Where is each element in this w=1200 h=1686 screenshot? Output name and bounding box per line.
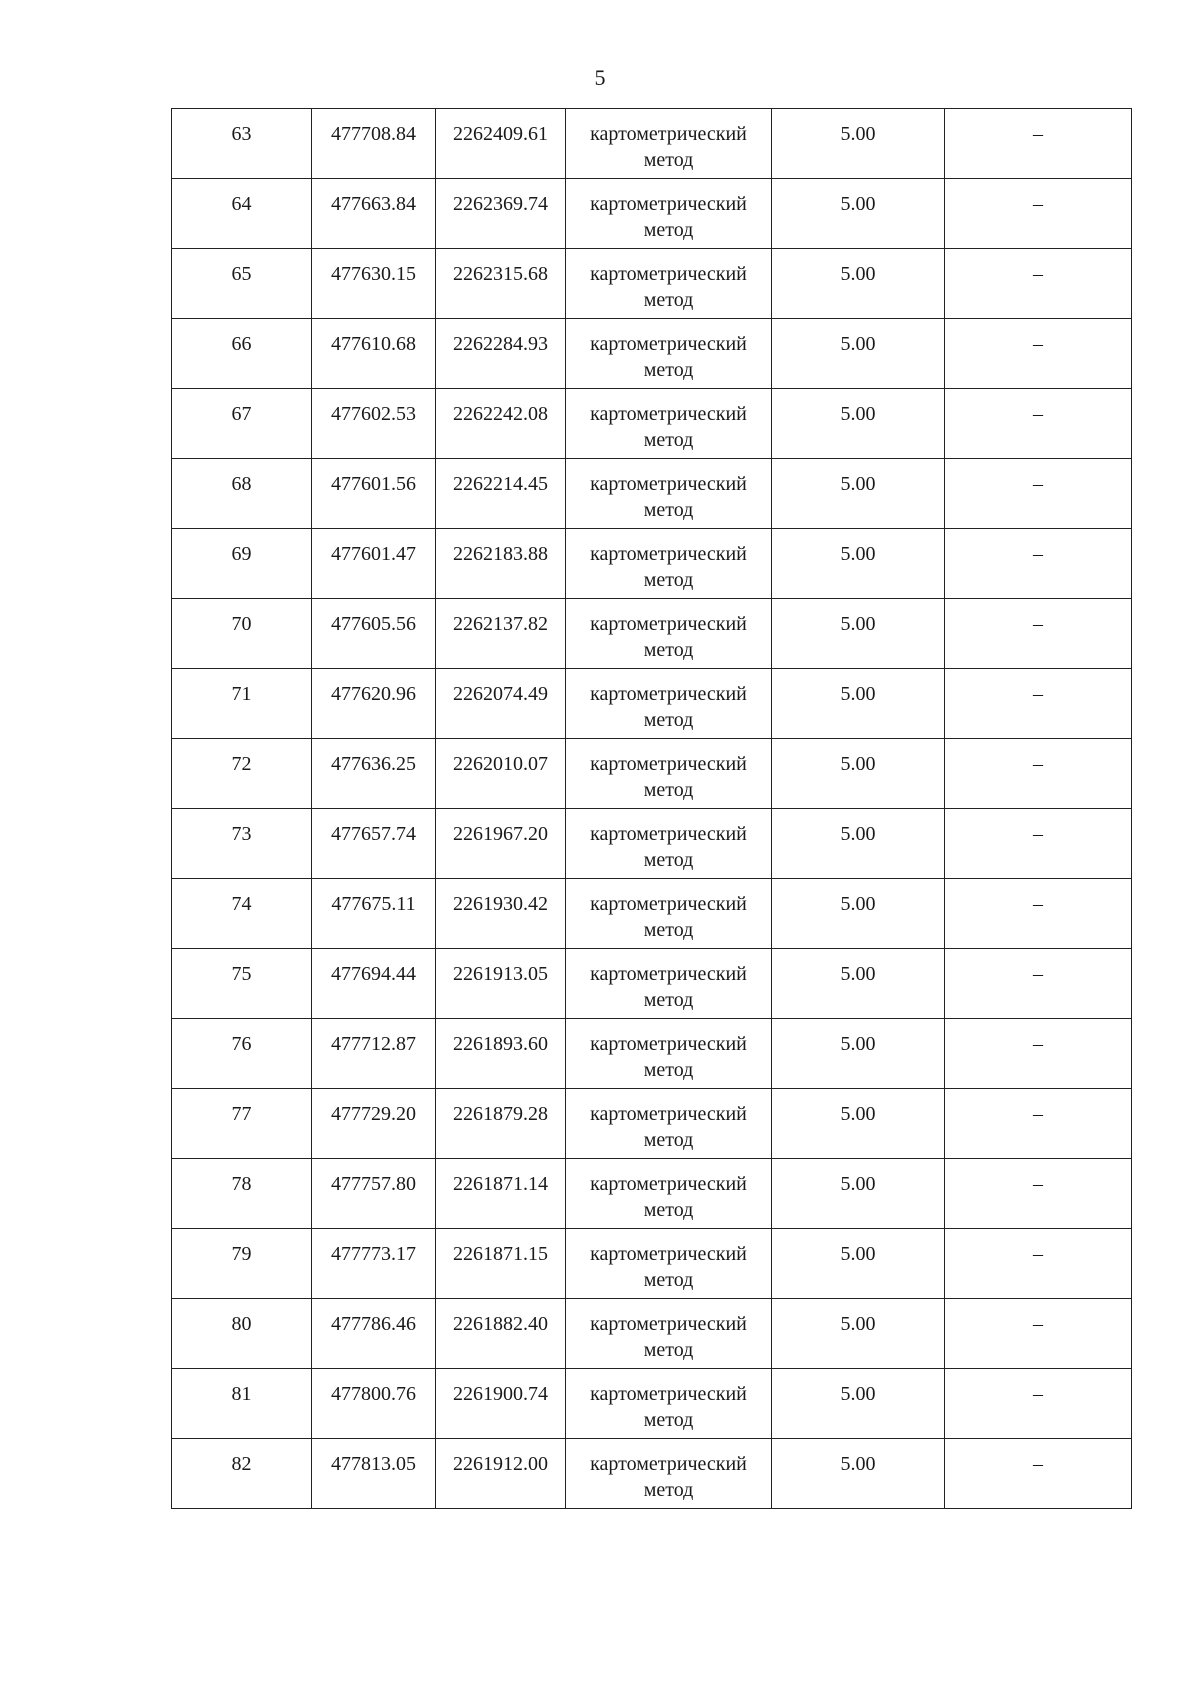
accuracy-cell: 5.00	[772, 739, 945, 809]
point-number-cell: 73	[172, 809, 312, 879]
y-coordinate-cell: 2262183.88	[436, 529, 566, 599]
note-cell: –	[945, 459, 1132, 529]
note-cell: –	[945, 739, 1132, 809]
accuracy-cell: 5.00	[772, 249, 945, 319]
point-number-cell: 68	[172, 459, 312, 529]
note-cell: –	[945, 599, 1132, 669]
accuracy-cell: 5.00	[772, 1229, 945, 1299]
method-line-1: картометрический	[590, 1103, 747, 1125]
point-number-cell: 79	[172, 1229, 312, 1299]
note-cell: –	[945, 529, 1132, 599]
method-line-2: метод	[643, 1479, 694, 1501]
table-row	[172, 389, 1132, 459]
table-row	[172, 1439, 1132, 1509]
y-coordinate-cell: 2261967.20	[436, 809, 566, 879]
method-line-2: метод	[643, 1269, 694, 1291]
accuracy-cell: 5.00	[772, 809, 945, 879]
accuracy-cell: 5.00	[772, 529, 945, 599]
note-cell: –	[945, 109, 1132, 179]
x-coordinate-cell: 477729.20	[312, 1089, 436, 1159]
y-coordinate-cell: 2261871.14	[436, 1159, 566, 1229]
point-number-cell: 64	[172, 179, 312, 249]
table-row	[172, 319, 1132, 389]
method-line-1: картометрический	[590, 1383, 747, 1405]
method-line-2: метод	[643, 919, 694, 941]
table-row	[172, 529, 1132, 599]
method-line-1: картометрический	[590, 1033, 747, 1055]
method-line-2: метод	[643, 499, 694, 521]
note-cell: –	[945, 1299, 1132, 1369]
y-coordinate-cell: 2261879.28	[436, 1089, 566, 1159]
page-number: 5	[594, 65, 606, 90]
y-coordinate-cell: 2261930.42	[436, 879, 566, 949]
table-row	[172, 1019, 1132, 1089]
method-cell	[566, 529, 772, 599]
point-number-cell: 65	[172, 249, 312, 319]
point-number-cell: 66	[172, 319, 312, 389]
accuracy-cell: 5.00	[772, 1439, 945, 1509]
method-line-2: метод	[643, 1059, 694, 1081]
method-cell	[566, 319, 772, 389]
x-coordinate-cell: 477675.11	[312, 879, 436, 949]
x-coordinate-cell: 477620.96	[312, 669, 436, 739]
note-cell: –	[945, 1439, 1132, 1509]
method-cell	[566, 1369, 772, 1439]
method-cell	[566, 459, 772, 529]
method-line-2: метод	[643, 1129, 694, 1151]
method-cell	[566, 1439, 772, 1509]
x-coordinate-cell: 477602.53	[312, 389, 436, 459]
method-line-1: картометрический	[590, 1453, 747, 1475]
method-cell	[566, 1159, 772, 1229]
point-number-cell: 77	[172, 1089, 312, 1159]
note-cell: –	[945, 1019, 1132, 1089]
x-coordinate-cell: 477601.47	[312, 529, 436, 599]
y-coordinate-cell: 2262074.49	[436, 669, 566, 739]
x-coordinate-cell: 477786.46	[312, 1299, 436, 1369]
method-line-2: метод	[643, 639, 694, 661]
coordinates-table-body	[172, 109, 1132, 1509]
method-cell	[566, 879, 772, 949]
method-cell	[566, 109, 772, 179]
y-coordinate-cell: 2262315.68	[436, 249, 566, 319]
note-cell: –	[945, 1089, 1132, 1159]
y-coordinate-cell: 2262214.45	[436, 459, 566, 529]
method-line-1: картометрический	[590, 403, 747, 425]
x-coordinate-cell: 477694.44	[312, 949, 436, 1019]
method-cell	[566, 1299, 772, 1369]
accuracy-cell: 5.00	[772, 1299, 945, 1369]
method-line-2: метод	[643, 1339, 694, 1361]
method-line-2: метод	[643, 149, 694, 171]
method-line-2: метод	[643, 1409, 694, 1431]
method-cell	[566, 389, 772, 459]
method-cell	[566, 249, 772, 319]
y-coordinate-cell: 2262284.93	[436, 319, 566, 389]
table-row	[172, 109, 1132, 179]
x-coordinate-cell: 477605.56	[312, 599, 436, 669]
method-line-1: картометрический	[590, 823, 747, 845]
note-cell: –	[945, 1159, 1132, 1229]
method-line-2: метод	[643, 989, 694, 1011]
point-number-cell: 80	[172, 1299, 312, 1369]
x-coordinate-cell: 477610.68	[312, 319, 436, 389]
method-cell	[566, 1089, 772, 1159]
accuracy-cell: 5.00	[772, 1369, 945, 1439]
table-row	[172, 809, 1132, 879]
x-coordinate-cell: 477601.56	[312, 459, 436, 529]
note-cell: –	[945, 809, 1132, 879]
y-coordinate-cell: 2261912.00	[436, 1439, 566, 1509]
method-line-1: картометрический	[590, 683, 747, 705]
y-coordinate-cell: 2261900.74	[436, 1369, 566, 1439]
method-cell	[566, 179, 772, 249]
method-line-1: картометрический	[590, 893, 747, 915]
y-coordinate-cell: 2261893.60	[436, 1019, 566, 1089]
accuracy-cell: 5.00	[772, 179, 945, 249]
note-cell: –	[945, 1229, 1132, 1299]
method-line-1: картометрический	[590, 263, 747, 285]
point-number-cell: 71	[172, 669, 312, 739]
method-line-1: картометрический	[590, 1243, 747, 1265]
table-row	[172, 1299, 1132, 1369]
method-line-2: метод	[643, 1199, 694, 1221]
x-coordinate-cell: 477813.05	[312, 1439, 436, 1509]
method-line-1: картометрический	[590, 613, 747, 635]
table-row	[172, 179, 1132, 249]
note-cell: –	[945, 949, 1132, 1019]
accuracy-cell: 5.00	[772, 1019, 945, 1089]
point-number-cell: 70	[172, 599, 312, 669]
accuracy-cell: 5.00	[772, 879, 945, 949]
point-number-cell: 76	[172, 1019, 312, 1089]
method-line-1: картометрический	[590, 543, 747, 565]
x-coordinate-cell: 477800.76	[312, 1369, 436, 1439]
method-cell	[566, 599, 772, 669]
y-coordinate-cell: 2262409.61	[436, 109, 566, 179]
y-coordinate-cell: 2261913.05	[436, 949, 566, 1019]
table-row	[172, 1089, 1132, 1159]
point-number-cell: 67	[172, 389, 312, 459]
table-row	[172, 1369, 1132, 1439]
y-coordinate-cell: 2262242.08	[436, 389, 566, 459]
x-coordinate-cell: 477636.25	[312, 739, 436, 809]
y-coordinate-cell: 2261871.15	[436, 1229, 566, 1299]
table-row	[172, 739, 1132, 809]
method-line-1: картометрический	[590, 123, 747, 145]
note-cell: –	[945, 879, 1132, 949]
x-coordinate-cell: 477773.17	[312, 1229, 436, 1299]
point-number-cell: 74	[172, 879, 312, 949]
x-coordinate-cell: 477708.84	[312, 109, 436, 179]
table-row	[172, 459, 1132, 529]
accuracy-cell: 5.00	[772, 669, 945, 739]
note-cell: –	[945, 669, 1132, 739]
method-line-2: метод	[643, 849, 694, 871]
coordinates-table	[171, 108, 1132, 1509]
method-line-2: метод	[643, 709, 694, 731]
accuracy-cell: 5.00	[772, 319, 945, 389]
point-number-cell: 63	[172, 109, 312, 179]
table-row	[172, 669, 1132, 739]
table-row	[172, 249, 1132, 319]
accuracy-cell: 5.00	[772, 1089, 945, 1159]
point-number-cell: 69	[172, 529, 312, 599]
method-cell	[566, 809, 772, 879]
accuracy-cell: 5.00	[772, 459, 945, 529]
y-coordinate-cell: 2262369.74	[436, 179, 566, 249]
x-coordinate-cell: 477663.84	[312, 179, 436, 249]
method-line-2: метод	[643, 219, 694, 241]
note-cell: –	[945, 249, 1132, 319]
method-line-1: картометрический	[590, 333, 747, 355]
accuracy-cell: 5.00	[772, 949, 945, 1019]
accuracy-cell: 5.00	[772, 599, 945, 669]
method-line-1: картометрический	[590, 1173, 747, 1195]
method-line-1: картометрический	[590, 1313, 747, 1335]
accuracy-cell: 5.00	[772, 1159, 945, 1229]
method-cell	[566, 669, 772, 739]
y-coordinate-cell: 2262137.82	[436, 599, 566, 669]
method-line-2: метод	[643, 779, 694, 801]
x-coordinate-cell: 477712.87	[312, 1019, 436, 1089]
accuracy-cell: 5.00	[772, 389, 945, 459]
note-cell: –	[945, 389, 1132, 459]
note-cell: –	[945, 179, 1132, 249]
point-number-cell: 75	[172, 949, 312, 1019]
point-number-cell: 82	[172, 1439, 312, 1509]
note-cell: –	[945, 1369, 1132, 1439]
method-cell	[566, 739, 772, 809]
method-cell	[566, 1229, 772, 1299]
method-line-2: метод	[643, 569, 694, 591]
accuracy-cell: 5.00	[772, 109, 945, 179]
point-number-cell: 78	[172, 1159, 312, 1229]
method-line-1: картометрический	[590, 963, 747, 985]
table-row	[172, 599, 1132, 669]
table-row	[172, 1229, 1132, 1299]
y-coordinate-cell: 2262010.07	[436, 739, 566, 809]
method-cell	[566, 1019, 772, 1089]
method-line-2: метод	[643, 429, 694, 451]
x-coordinate-cell: 477630.15	[312, 249, 436, 319]
method-line-1: картометрический	[590, 193, 747, 215]
method-line-1: картометрический	[590, 753, 747, 775]
table-row	[172, 949, 1132, 1019]
point-number-cell: 81	[172, 1369, 312, 1439]
method-line-2: метод	[643, 289, 694, 311]
method-line-1: картометрический	[590, 473, 747, 495]
point-number-cell: 72	[172, 739, 312, 809]
method-cell	[566, 949, 772, 1019]
x-coordinate-cell: 477757.80	[312, 1159, 436, 1229]
y-coordinate-cell: 2261882.40	[436, 1299, 566, 1369]
x-coordinate-cell: 477657.74	[312, 809, 436, 879]
note-cell: –	[945, 319, 1132, 389]
table-row	[172, 879, 1132, 949]
table-row	[172, 1159, 1132, 1229]
method-line-2: метод	[643, 359, 694, 381]
